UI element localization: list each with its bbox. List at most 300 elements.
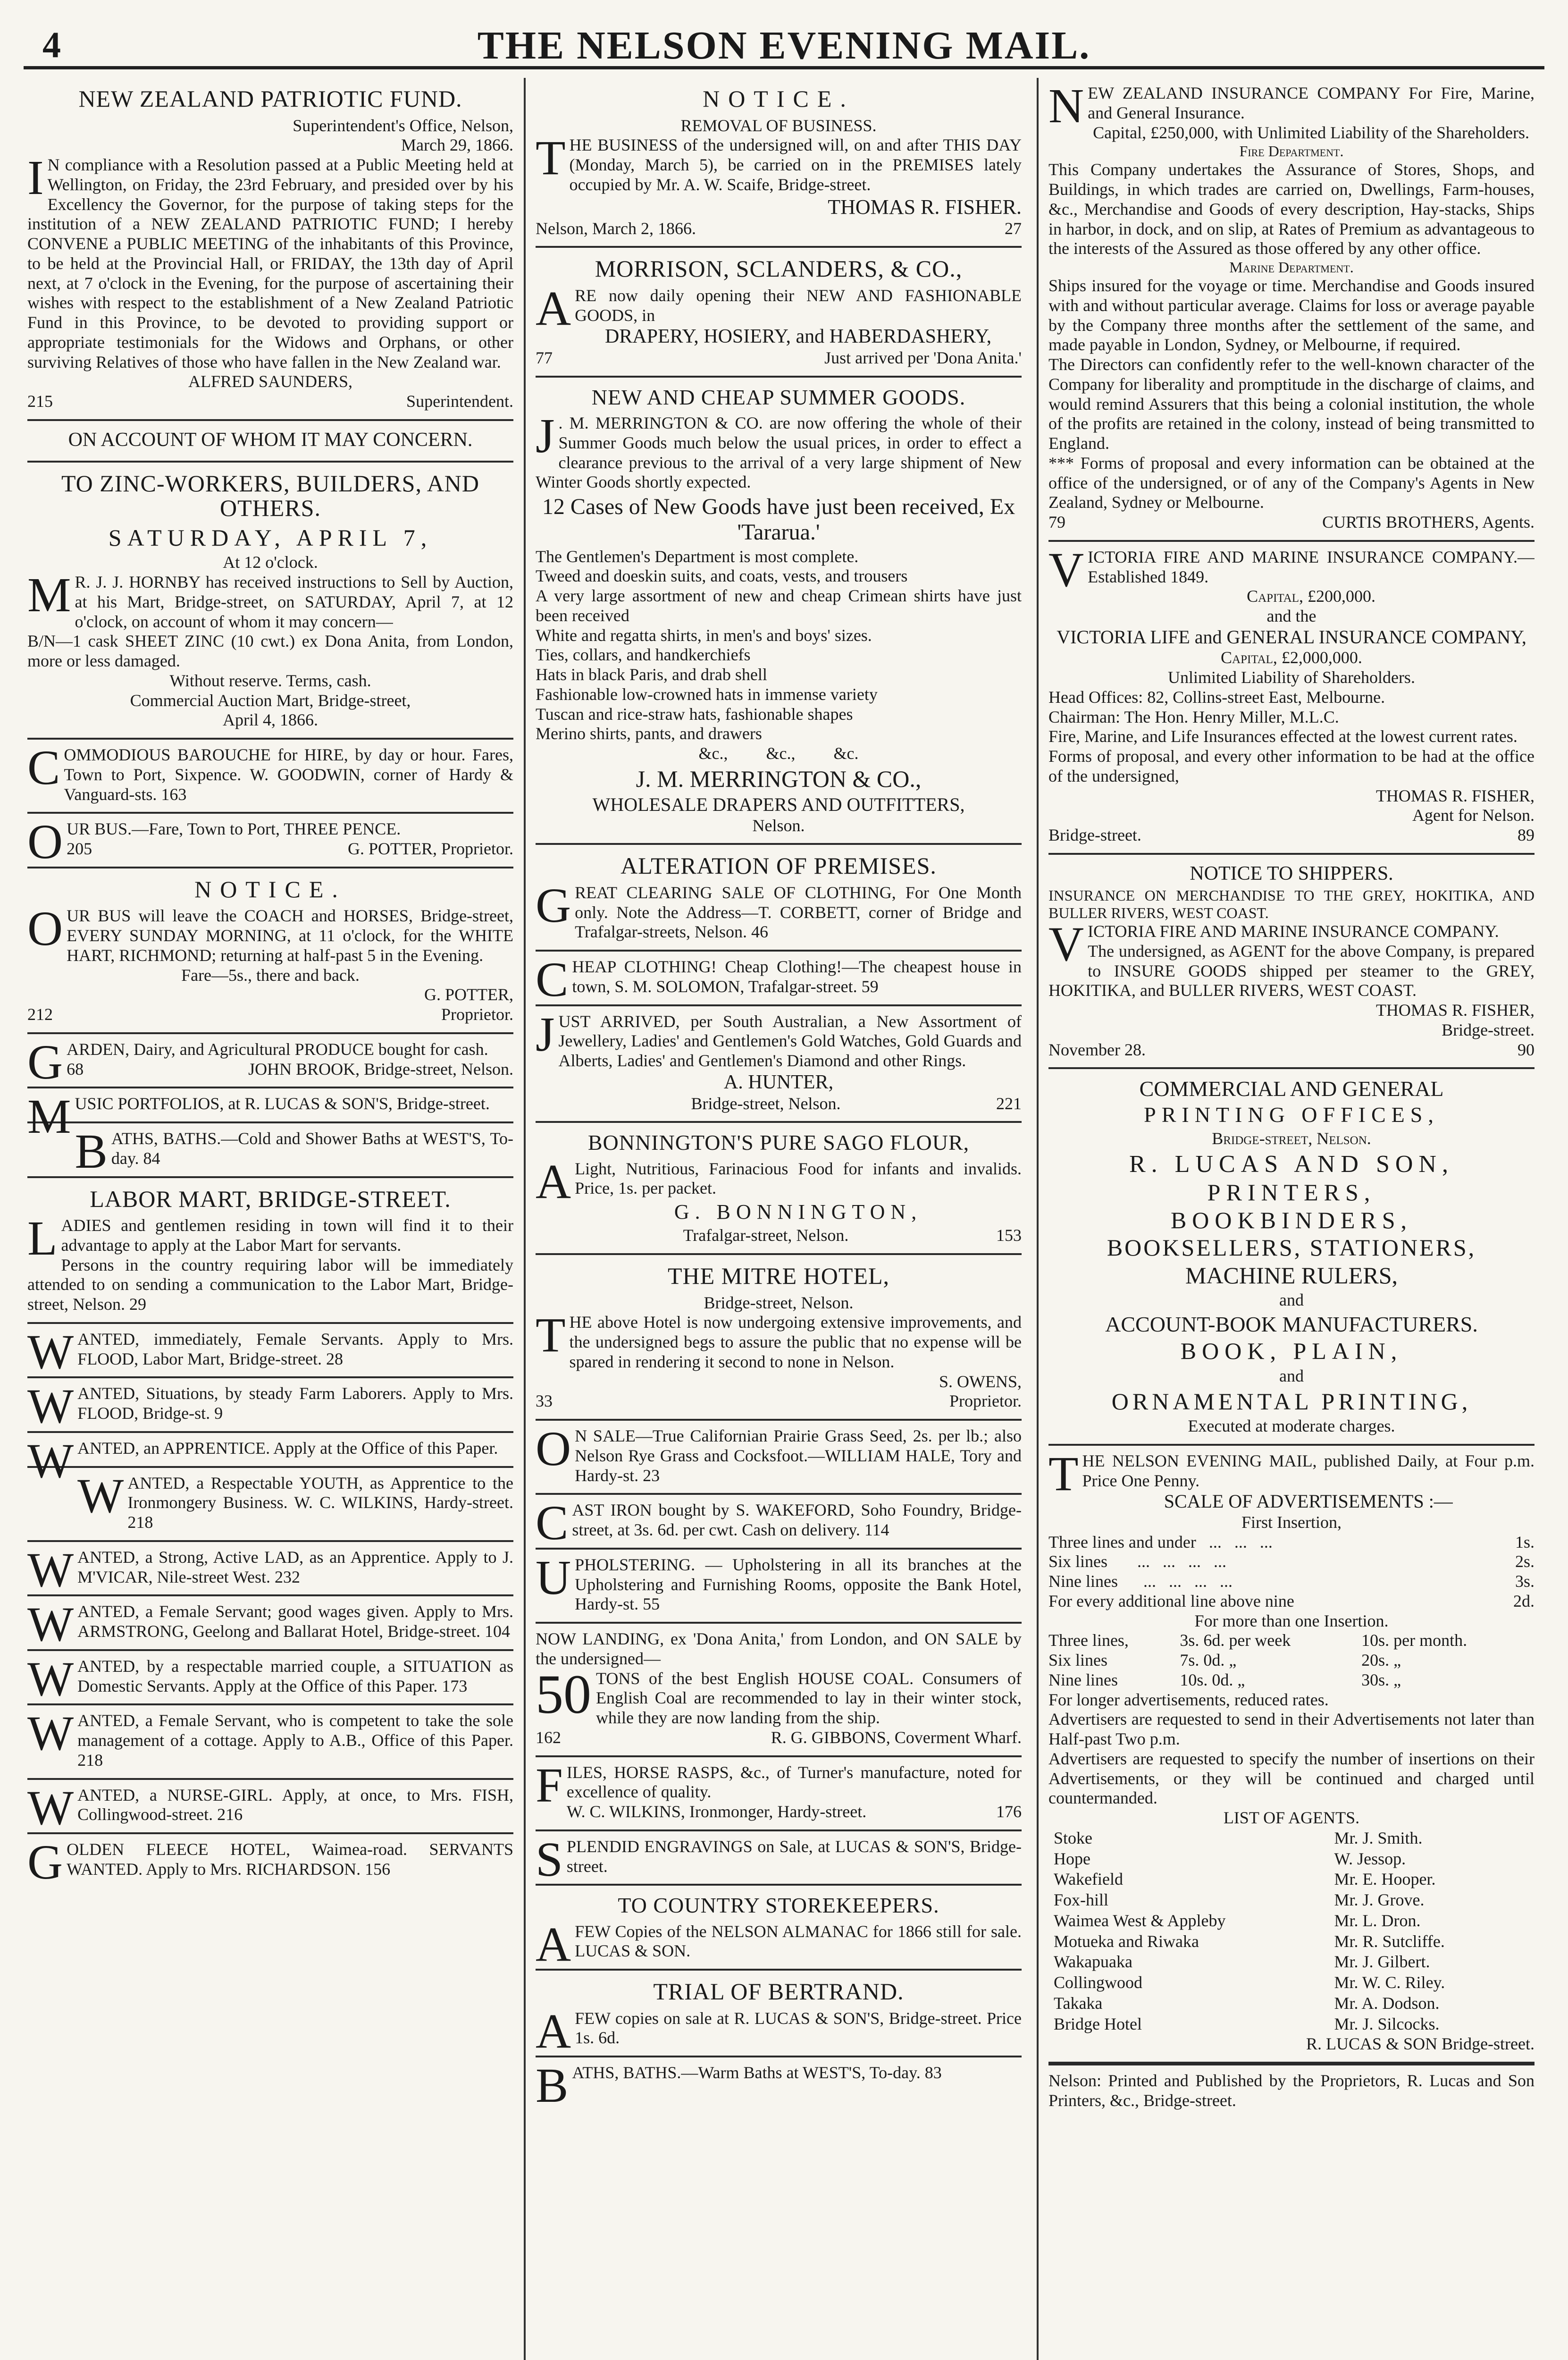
drop-cap: T — [536, 1308, 566, 1363]
drop-cap: T — [1048, 1446, 1079, 1501]
agent-row: Bridge Hotel Mr. J. Silcocks. — [1054, 2014, 1440, 2033]
ad-number: 27 — [1005, 219, 1022, 238]
ad-body: *** Forms of proposal and every information can be obtained at the office of the undersigned, or of any of the Company's Agents in New Zealand, Sydney or Melbourne. — [1048, 453, 1534, 512]
ad-heading: THE MITRE HOTEL, — [667, 1263, 890, 1290]
ad-signer: A. HUNTER, — [723, 1071, 834, 1093]
rate-row: Three lines, 3s. 6d. per week 10s. per month. — [1048, 1631, 1467, 1650]
ad-bus-notice — [27, 868, 513, 1034]
ad-footer — [67, 839, 513, 859]
ad-date: November 28. — [1048, 1040, 1146, 1059]
column-rule — [524, 78, 526, 2360]
ad-subheading: INSURANCE ON MERCHANDISE TO THE GREY, HOKITIKA, AND BULLER RIVERS, WEST COAST. — [1048, 886, 1534, 922]
ad-item: Tuscan and rice-straw hats, fashionable shapes — [536, 704, 853, 724]
ad-number: 90 — [1518, 1040, 1534, 1059]
ad-cast-iron — [536, 1495, 1022, 1550]
ad-body: GARDEN, Dairy, and Agricultural PRODUCE bought for cash. — [27, 1035, 488, 1089]
ad-number: 33 — [536, 1391, 553, 1411]
ad-signer: R. G. GIBBONS, Coverment Wharf. — [771, 1728, 1022, 1747]
ad-capital: Capital, £250,000, with Unlimited Liability of the Shareholders. — [1093, 123, 1529, 142]
ad-golden-fleece — [27, 1834, 513, 1890]
drop-cap: S — [536, 1832, 563, 1887]
ad-heading: TO COUNTRY STOREKEEPERS. — [618, 1893, 939, 1918]
ad-and: and the — [1266, 607, 1316, 626]
ad-garden — [27, 1034, 513, 1089]
drop-cap: O — [27, 902, 63, 956]
ad-barouche — [27, 740, 513, 814]
ad-zinc-auction — [27, 463, 513, 740]
ad-body: OUR BUS.—Fare, Town to Port, THREE PENCE. — [27, 815, 401, 869]
ad-footer — [27, 1005, 513, 1025]
column-rule — [1037, 78, 1039, 2360]
rate-row: Three lines and under ... ... ... 1s. — [1048, 1532, 1534, 1551]
ad-body: The undersigned, as AGENT for the above Company, is prepared to INSURE GOODS shipped per steamer to the GREY, HOKITIKA, and BULLER RIVERS, WEST COAST. — [1048, 941, 1534, 1000]
drop-cap: A — [536, 1154, 571, 1209]
ad-evening-mail — [1048, 1446, 1534, 2064]
ad-and: and — [1279, 1290, 1304, 1310]
ad-more-insertions: For more than one Insertion. — [1194, 1611, 1389, 1630]
ad-footer — [1048, 513, 1534, 532]
ad-body: FILES, HORSE RASPS, &c., of Turner's manufacture, noted for excellence of quality. — [536, 1758, 1022, 1812]
ad-footer — [536, 1226, 1022, 1246]
ad-fare: Fare—5s., there and back. — [181, 965, 360, 985]
ad-subheading: Marine Department. — [1229, 259, 1354, 276]
agents-table — [1053, 1828, 1515, 2035]
ad-printing-offices — [1048, 1069, 1534, 1445]
ad-body: AFEW copies on sale at R. LUCAS & SON'S, Bridge-street. Price 1s. 6d. — [536, 2004, 1022, 2058]
ad-files — [536, 1757, 1022, 1831]
rate-row: Nine lines 10s. 0d. „ 30s. „ — [1048, 1670, 1401, 1689]
drop-cap: W — [27, 1433, 74, 1488]
ad-request: Advertisers are requested to specify the number of insertions on their Advertisements, or they will be continued and charged until countermanded. — [1048, 1749, 1534, 1808]
ad-signer: THOMAS R. FISHER, — [1375, 1001, 1534, 1020]
ad-number: 104 — [485, 1622, 510, 1641]
ad-signer: G. POTTER, — [424, 985, 513, 1004]
ad-body: WANTED, an APPRENTICE. Apply at the Office of this Paper. — [27, 1433, 498, 1488]
ad-notice-shippers — [1048, 855, 1534, 1070]
ad-item: B/N—1 cask SHEET ZINC (10 cwt.) ex Dona Anita, from London, more or less damaged. — [27, 632, 513, 671]
ad-item: A very large assortment of new and cheap Crimean shirts have just been received — [536, 586, 1022, 625]
ad-first-insertion: First Insertion, — [1241, 1512, 1342, 1532]
ad-number: 55 — [643, 1594, 660, 1614]
ad-body: VICTORIA FIRE AND MARINE INSURANCE COMPANY. — [1048, 917, 1499, 972]
ad-body: 50 TONS of the best English HOUSE COAL. Consumers of English Coal are recommended to lay in their winter stock, while they are now landing from the ship. — [536, 1663, 1022, 1728]
ad-number: 68 — [67, 1059, 84, 1079]
ad-body: BATHS, BATHS.—Cold and Shower Baths at WEST'S, To-day. 84 — [75, 1124, 513, 1179]
ad-body: THE above Hotel is now undergoing extensive improvements, and the undersigned begs to assure the public that no expense will be spared in rendering it second to none in Nelson. — [536, 1308, 1022, 1371]
ad-day: SATURDAY, APRIL 7, — [108, 524, 433, 551]
ad-cheap-clothing — [536, 952, 1022, 1006]
column-middle — [536, 78, 1022, 2360]
ad-head-office: Head Offices: 82, Collins-street East, Melbourne. — [1048, 687, 1385, 707]
ad-body: The Directors can confidently refer to the well-known character of the Company for liberality and promptitude in the discharge of claims, and would remind Assurers that this being a colonial institution, the whole of the profits are retained in the colony, instead of being transmitted to England. — [1048, 355, 1534, 453]
ad-wanted — [27, 1705, 513, 1779]
ad-item: Merino shirts, pants, and drawers — [536, 724, 762, 743]
ad-number: 156 — [365, 1859, 391, 1879]
ad-item: Hats in black Paris, and drab shell — [536, 665, 767, 684]
ad-heading: LABOR MART, BRIDGE-STREET. — [90, 1185, 451, 1212]
ad-body: WANTED, a NURSE-GIRL. Apply, at once, to Mrs. FISH, Collingwood-street. 216 — [27, 1780, 513, 1835]
ad-item: Tweed and doeskin suits, and coats, vests, and trousers — [536, 566, 908, 586]
ad-liability: Unlimited Liability of Shareholders. — [1168, 668, 1415, 687]
ad-etc: &c., &c., &c. — [698, 744, 859, 763]
ad-service: BOOK, PLAIN, — [1180, 1338, 1403, 1365]
ad-heading: TRIAL OF BERTRAND. — [653, 1978, 904, 2005]
ad-signer: G. BONNINGTON, — [674, 1200, 922, 1224]
ad-signer-title: Proprietor. — [441, 1005, 513, 1024]
ad-body: ARE now daily opening their NEW AND FASHIONABLE GOODS, in — [536, 281, 1022, 336]
ad-footer — [27, 392, 513, 412]
ad-body: LADIES and gentlemen residing in town will find it to their advantage to apply at the Labor Mart for servants. — [27, 1211, 513, 1266]
ad-exec: Executed at moderate charges. — [1188, 1416, 1395, 1436]
ad-footer — [567, 1802, 1022, 1822]
ad-concern — [27, 421, 513, 463]
ad-wanted — [27, 1780, 513, 1835]
ad-number: 9 — [214, 1404, 223, 1423]
drop-cap: W — [27, 1379, 74, 1434]
ad-number: 218 — [127, 1513, 153, 1532]
ad-wanted — [27, 1651, 513, 1706]
ad-heading: PRINTING OFFICES, — [1144, 1102, 1439, 1127]
ad-baths — [27, 1123, 513, 1178]
drop-cap: G — [27, 1035, 63, 1089]
ad-summer-goods — [536, 378, 1022, 845]
ad-body: AFEW Copies of the NELSON ALMANAC for 1866 still for sale. LUCAS & SON. — [536, 1917, 1022, 1972]
drop-cap: B — [75, 1124, 108, 1179]
drop-number: 50 — [536, 1663, 591, 1725]
ad-address: Trafalgar-street, Nelson. — [683, 1226, 849, 1245]
ad-body: THE BUSINESS of the undersigned will, on and after THIS DAY (Monday, March 5), be carried on in the PREMISES lately occupied by Mr. A. W. Scaife, Bridge-street. — [536, 131, 1022, 194]
ad-chairman: Chairman: The Hon. Henry Miller, M.L.C. — [1048, 707, 1339, 726]
ad-storekeepers — [536, 1886, 1022, 1971]
ad-address: Bridge-street, Nelson. — [1212, 1129, 1371, 1148]
ad-number: 77 — [536, 348, 553, 367]
ad-number: 216 — [217, 1805, 243, 1824]
ad-grass-seed — [536, 1421, 1022, 1495]
drop-cap: W — [27, 1597, 74, 1652]
ad-signer: THOMAS R. FISHER. — [828, 195, 1022, 219]
ad-body: GREAT CLEARING SALE OF CLOTHING, For One Month only. Note the Address—T. CORBETT, corner of Bridge and Trafalgar-streets, Nelson. 46 — [536, 878, 1022, 942]
ad-footer — [536, 1728, 1022, 1748]
drop-cap: C — [27, 741, 60, 795]
drop-cap: W — [27, 1706, 74, 1761]
agent-row: Hope W. Jessop. — [1054, 1849, 1406, 1868]
ad-number: 79 — [1048, 513, 1065, 532]
ad-body: This Company undertakes the Assurance of Stores, Shops, and Buildings, in which trades are carried on, Dwellings, Farm-houses, &c., Merchandise and Goods of every description, Hay-stacks, Ships in harbor, in dock, and on slip, at Rates of Premium as advantageous to the interests of the Assured as those offered by any other office. — [1048, 160, 1534, 258]
ad-our-bus — [27, 814, 513, 868]
ad-upholstering — [536, 1550, 1022, 1624]
ad-coal — [536, 1624, 1022, 1757]
ad-body: WANTED, immediately, Female Servants. Apply to Mrs. FLOOD, Labor Mart, Bridge-street. 28 — [27, 1324, 513, 1379]
ad-intro: NOW LANDING, ex 'Dona Anita,' from London, and ON SALE by the undersigned— — [536, 1629, 1022, 1668]
ad-body: WANTED, Situations, by steady Farm Laborers. Apply to Mrs. FLOOD, Bridge-st. 9 — [27, 1379, 513, 1434]
ad-date: April 4, 1866. — [223, 710, 318, 730]
ad-alteration — [536, 845, 1022, 952]
drop-cap: A — [536, 1917, 571, 1972]
ad-body: BATHS, BATHS.—Warm Baths at WEST'S, To-day. 83 — [536, 2058, 942, 2113]
ad-body: CHEAP CLOTHING! Cheap Clothing!—The cheapest house in town, S. M. SOLOMON, Trafalgar-street. 59 — [536, 952, 1022, 1007]
ad-body: WANTED, a Respectable YOUTH, as Apprentice to the Ironmongery Business. W. C. WILKINS, Hardy-street. 218 — [77, 1468, 513, 1532]
drop-cap: J — [536, 1007, 555, 1062]
ad-number: 89 — [1518, 826, 1534, 845]
drop-cap: V — [1048, 917, 1084, 972]
ad-life: VICTORIA LIFE and GENERAL INSURANCE COMPANY, — [1057, 626, 1526, 648]
drop-cap: G — [536, 878, 571, 933]
ad-firm: J. M. MERRINGTON & CO., — [636, 765, 922, 792]
ad-heading: MORRISON, SCLANDERS, & CO., — [595, 255, 963, 282]
ad-firm: R. LUCAS AND SON, — [1129, 1150, 1454, 1178]
ad-footer — [536, 1391, 1022, 1411]
ad-morrison — [536, 248, 1022, 377]
ad-sago-flour — [536, 1123, 1022, 1255]
ad-body: WANTED, by a respectable married couple, a SITUATION as Domestic Servants. Apply at the Office of this Paper. 173 — [27, 1652, 513, 1706]
ad-bertrand — [536, 1971, 1022, 2057]
ad-street: Bridge-street. — [1048, 826, 1141, 845]
ad-service: BOOKBINDERS, — [1170, 1206, 1413, 1233]
ad-body: WANTED, a Strong, Active LAD, as an Apprentice. Apply to J. M'VICAR, Nile-street West. 232 — [27, 1542, 513, 1597]
ad-date: March 29, 1866. — [401, 135, 513, 155]
ad-and: and — [1279, 1366, 1304, 1385]
drop-cap: J — [536, 409, 555, 464]
column-left — [27, 78, 513, 2360]
ad-footer — [536, 1094, 1022, 1114]
ad-number: 218 — [77, 1750, 103, 1770]
ad-number: 221 — [996, 1094, 1022, 1113]
ad-music — [27, 1088, 513, 1144]
rate-row: Nine lines ... ... ... ... 3s. — [1048, 1572, 1534, 1591]
ad-body: J . M. MERRINGTON & CO. are now offering the whole of their Summer Goods much below the usual prices, in order to effect a clearance previous to the arrival of a very large shipment of New Winter Goods shortly expected. — [536, 409, 1022, 492]
ad-footer — [536, 348, 1022, 368]
ad-wanted — [27, 1378, 513, 1433]
ad-service: PRINTERS, — [1207, 1179, 1376, 1206]
ad-footer — [67, 1060, 513, 1079]
ad-capital: Capital, £200,000. — [1247, 587, 1375, 606]
drop-cap: M — [27, 1089, 71, 1144]
ad-signer: JOHN BROOK, Bridge-street, Nelson. — [248, 1059, 513, 1079]
ad-number: 162 — [536, 1728, 561, 1747]
ad-heading: NOTICE. — [703, 85, 855, 112]
ad-number: 114 — [864, 1520, 889, 1540]
ad-signer-title: Proprietor. — [949, 1391, 1022, 1411]
ad-heading: NEW AND CHEAP SUMMER GOODS. — [591, 385, 966, 409]
ad-footer — [1048, 826, 1534, 845]
ad-body: Fire, Marine, and Life Insurances effected at the lowest current rates. — [1048, 727, 1518, 746]
drop-cap: T — [536, 131, 566, 185]
ad-body: Forms of proposal, and every other information to be had at the office of the undersigned, — [1048, 747, 1534, 785]
page-number: 4 — [42, 24, 61, 65]
ad-body: UPHOLSTERING. — Upholstering in all its branches at the Upholstering and Furnishing Rooms, opposite the Bank Hotel, Hardy-st. 55 — [536, 1550, 1022, 1614]
ad-body: MUSIC PORTFOLIOS, at R. LUCAS & SON'S, Bridge-street. — [27, 1089, 490, 1144]
ad-body: COMMODIOUS BAROUCHE for HIRE, by day or hour. Fares, Town to Port, Sixpence. W. GOODWIN, corner of Hardy & Vanguard-sts. 163 — [27, 741, 513, 804]
ad-patriotic-fund — [27, 78, 513, 421]
ad-body: M R. J. J. HORNBY has received instructions to Sell by Auction, at his Mart, Bridge-street, on SATURDAY, April 7, at 12 o'clock, on account of whom it may concern— — [27, 568, 513, 631]
ad-heading: NEW ZEALAND PATRIOTIC FUND. — [78, 85, 462, 112]
ad-heading: ALTERATION OF PREMISES. — [620, 852, 937, 879]
ad-wanted — [27, 1596, 513, 1651]
ad-labor-mart — [27, 1178, 513, 1324]
ad-body: WANTED, a Female Servant, who is competent to take the sole management of a cottage. Apply to A.B., Office of this Paper. 218 — [27, 1706, 513, 1770]
ad-wanted — [27, 1324, 513, 1379]
multi-rates-table — [1048, 1631, 1534, 1690]
ad-request: Advertisers are requested to send in their Advertisements not later than Half-past Two p.m. — [1048, 1710, 1534, 1749]
ad-heading: COMMERCIAL AND GENERAL — [1139, 1077, 1444, 1101]
drop-cap: W — [27, 1542, 74, 1597]
ad-footer — [1048, 1040, 1534, 1060]
drop-cap: A — [536, 2004, 571, 2058]
imprint-text: Nelson: Printed and Published by the Proprietors, R. Lucas and Son Printers, &c., Bridge-street. — [1048, 2071, 1534, 2110]
ad-number: 205 — [67, 839, 92, 859]
ad-item: Ties, collars, and handkerchiefs — [536, 645, 751, 665]
ad-heading: BONNINGTON'S PURE SAGO FLOUR, — [587, 1130, 970, 1155]
ad-footer — [536, 219, 1022, 239]
ad-body: NEW ZEALAND INSURANCE COMPANY For Fire, Marine, and General Insurance. — [1048, 79, 1534, 133]
ad-body: SPLENDID ENGRAVINGS on Sale, at LUCAS & SON'S, Bridge-street. — [536, 1832, 1022, 1887]
ad-number: 232 — [275, 1567, 301, 1586]
ad-signer: G. POTTER, Proprietor. — [348, 839, 513, 859]
ad-body: CAST IRON bought by S. WAKEFORD, Soho Foundry, Bridge-street, at 3s. 6d. per cwt. Cash on delivery. 114 — [536, 1496, 1022, 1551]
agent-row: Collingwood Mr. W. C. Riley. — [1054, 1973, 1445, 1992]
ad-number: 23 — [643, 1466, 660, 1485]
ad-item: Fashionable low-crowned hats in immense variety — [536, 684, 878, 704]
ad-signer-title: Superintendent. — [406, 392, 513, 411]
ad-capital: Capital, £2,000,000. — [1221, 648, 1362, 667]
ad-body: I N compliance with a Resolution passed at a Public Meeting held at Wellington, on Friday, the 23rd February, and presided over by his Excellency the Governor, for the purpose of taking steps for the institution of a NEW ZEALAND PATRIOTIC FUND; I hereby CONVENE a PUBLIC MEETING of the inhabitants of this Province, to be held at the Provincial Hall, or FRIDAY, the 13th day of April next, at 7 o'clock in the Evening, for the purpose of ascertaining their wishes with respect to the establishment of a New Zealand Patriotic Fund in this Province, to be devoted to providing support or appropriate testimonials for the Widows and Orphans, or other surviving Relatives of those who have fallen in the New Zealand war. — [27, 151, 513, 371]
ad-hunter — [536, 1006, 1022, 1123]
ad-mart: Commercial Auction Mart, Bridge-street, — [130, 691, 411, 710]
drop-cap: W — [27, 1780, 74, 1835]
ad-office: Superintendent's Office, Nelson, — [293, 116, 513, 135]
ad-service: MACHINE RULERS, — [1185, 1262, 1398, 1289]
ad-agent: Agent for Nelson. — [1412, 806, 1534, 825]
ad-body: JUST ARRIVED, per South Australian, a New Assortment of Jewellery, Ladies' and Gentlemen's Gold Watches, Gold Guards and Alberts, Ladies' and Gentlemen's Diamond and other Rings. — [536, 1007, 1022, 1070]
drop-cap: C — [536, 952, 569, 1007]
drop-cap: I — [27, 151, 44, 205]
newspaper-title: THE NELSON EVENING MAIL. — [477, 24, 1091, 67]
drop-cap: O — [27, 815, 63, 869]
column-right — [1048, 78, 1534, 2360]
ad-heading: ON ACCOUNT OF WHOM IT MAY CONCERN. — [68, 429, 473, 451]
ad-number: 83 — [924, 2063, 942, 2082]
drop-cap: W — [27, 1652, 74, 1706]
ad-number: 212 — [27, 1005, 53, 1024]
rate-row: Six lines 7s. 0d. „ 20s. „ — [1048, 1651, 1401, 1670]
drop-cap: L — [27, 1211, 58, 1266]
ad-body: O N SALE—True Californian Prairie Grass Seed, 2s. per lb.; also Nelson Rye Grass and Cocksfoot.—WILLIAM HALE, Tory and Hardy-st. 23 — [536, 1422, 1022, 1485]
ad-body: Ships insured for the voyage or time. Merchandise and Goods insured with and without particular average. Claims for loss or average payable by the Company three months after the settlement of the same, and made payable in London, Sydney, or Melbourne, if required. — [1048, 276, 1534, 354]
ad-wanted — [27, 1468, 513, 1542]
drop-cap: O — [536, 1422, 571, 1476]
ad-signer: S. OWENS, — [939, 1372, 1022, 1391]
drop-cap: W — [27, 1324, 74, 1379]
ad-signer: THOMAS R. FISHER, — [1375, 786, 1534, 805]
ad-line: DRAPERY, HOSIERY, and HABERDASHERY, — [604, 326, 992, 348]
ad-cases: 12 Cases of New Goods have just been received, Ex 'Tararua.' — [542, 494, 1015, 545]
ad-body: VICTORIA FIRE AND MARINE INSURANCE COMPANY.—Established 1849. — [1048, 542, 1534, 597]
ad-number: 163 — [161, 784, 187, 804]
ad-scale-title: SCALE OF ADVERTISEMENTS :— — [1164, 1491, 1453, 1512]
rate-row: Six lines ... ... ... ... 2s. — [1048, 1552, 1534, 1571]
imprint — [1048, 2064, 1534, 2118]
ad-item: White and regatta shirts, in men's and boys' sizes. — [536, 625, 872, 645]
masthead — [24, 9, 1544, 69]
drop-cap: M — [27, 568, 71, 623]
ad-baths — [536, 2057, 1022, 2113]
drop-cap: A — [536, 281, 571, 336]
ad-line: W. C. WILKINS, Ironmonger, Hardy-street. — [566, 1802, 867, 1821]
ad-mitre-hotel — [536, 1255, 1022, 1421]
drop-cap: F — [536, 1758, 563, 1812]
ad-heading: TO ZINC-WORKERS, BUILDERS, AND OTHERS. — [61, 470, 480, 522]
drop-cap: U — [536, 1550, 571, 1605]
ad-longer: For longer advertisements, reduced rates. — [1048, 1690, 1329, 1709]
ad-time: At 12 o'clock. — [223, 553, 318, 572]
drop-cap: C — [536, 1496, 569, 1551]
ad-address: Bridge-street, Nelson. — [691, 1094, 841, 1113]
drop-cap: G — [27, 1835, 63, 1890]
ad-number: 28 — [326, 1349, 344, 1368]
ad-body: GOLDEN FLEECE HOTEL, Waimea-road. SERVANTS WANTED. Apply to Mrs. RICHARDSON. 156 — [27, 1835, 513, 1890]
ad-service: ORNAMENTAL PRINTING, — [1111, 1388, 1472, 1415]
ad-body: WANTED, a Female Servant; good wages given. Apply to Mrs. ARMSTRONG, Geelong and Ballarat Hotel, Bridge-street. 104 — [27, 1597, 513, 1652]
ad-body: A Light, Nutritious, Farinacious Food for infants and invalids. Price, 1s. per packet. — [536, 1154, 1022, 1209]
ad-number: 59 — [861, 977, 879, 996]
ad-wanted — [27, 1542, 513, 1597]
ad-engravings — [536, 1831, 1022, 1886]
agent-row: Motueka and Riwaka Mr. R. Sutcliffe. — [1054, 1931, 1445, 1951]
ad-service: BOOKSELLERS, STATIONERS, — [1107, 1234, 1476, 1261]
ad-signer: CURTIS BROTHERS, Agents. — [1322, 513, 1534, 532]
ad-number: 46 — [751, 922, 768, 942]
agents-signature: R. LUCAS & SON Bridge-street. — [1306, 2034, 1534, 2054]
agent-row: Fox-hill Mr. J. Grove. — [1054, 1890, 1425, 1910]
drop-cap: V — [1048, 542, 1084, 597]
ad-subheading: REMOVAL OF BUSINESS. — [680, 116, 877, 135]
rates-table — [1048, 1533, 1534, 1611]
ad-subheading: Fire Department. — [1239, 143, 1344, 160]
ad-signer: ALFRED SAUNDERS, — [188, 372, 353, 391]
ad-place: Nelson. — [752, 816, 805, 835]
ad-arrived: Just arrived per 'Dona Anita.' — [824, 348, 1022, 367]
agent-row: Stoke Mr. J. Smith. — [1054, 1828, 1423, 1847]
ad-number: 29 — [129, 1295, 146, 1314]
rate-row: For every additional line above nine 2d. — [1048, 1591, 1534, 1610]
ad-number: 176 — [996, 1802, 1022, 1821]
ad-nz-insurance — [1048, 78, 1534, 542]
agent-row: Wakefield Mr. E. Hooper. — [1054, 1870, 1436, 1889]
ad-subheading: Bridge-street, Nelson. — [704, 1293, 854, 1312]
agents-title: LIST OF AGENTS. — [1223, 1808, 1360, 1828]
agent-row: Takaka Mr. A. Dodson. — [1054, 1993, 1440, 2013]
ad-heading: NOTICE TO SHIPPERS. — [1190, 862, 1393, 885]
ad-body: THE NELSON EVENING MAIL, published Daily, at Four p.m. Price One Penny. — [1048, 1446, 1534, 1501]
ad-service: ACCOUNT-BOOK MANUFACTURERS. — [1105, 1312, 1478, 1337]
ad-number: 173 — [442, 1676, 468, 1695]
ad-victoria-insurance — [1048, 542, 1534, 855]
ad-date: Nelson, March 2, 1866. — [536, 219, 696, 238]
drop-cap: N — [1048, 79, 1084, 133]
ad-wanted — [27, 1433, 513, 1488]
ad-body: Persons in the country requiring labor will be immediately attended to on sending a communication to the Labor Mart, Bridge-street, Nelson. 29 — [27, 1255, 513, 1314]
ad-number: 84 — [143, 1148, 160, 1168]
drop-cap: B — [536, 2058, 569, 2113]
ad-firm-desc: WHOLESALE DRAPERS AND OUTFITTERS, — [592, 794, 965, 816]
ad-number: 215 — [27, 392, 53, 411]
ad-number: 153 — [996, 1226, 1022, 1245]
ad-terms: Without reserve. Terms, cash. — [169, 671, 371, 690]
ad-gents: The Gentlemen's Department is most complete. — [536, 547, 859, 566]
ad-heading: NOTICE. — [194, 876, 346, 902]
ad-removal — [536, 78, 1022, 248]
agent-row: Waimea West & Appleby Mr. L. Dron. — [1054, 1911, 1421, 1930]
